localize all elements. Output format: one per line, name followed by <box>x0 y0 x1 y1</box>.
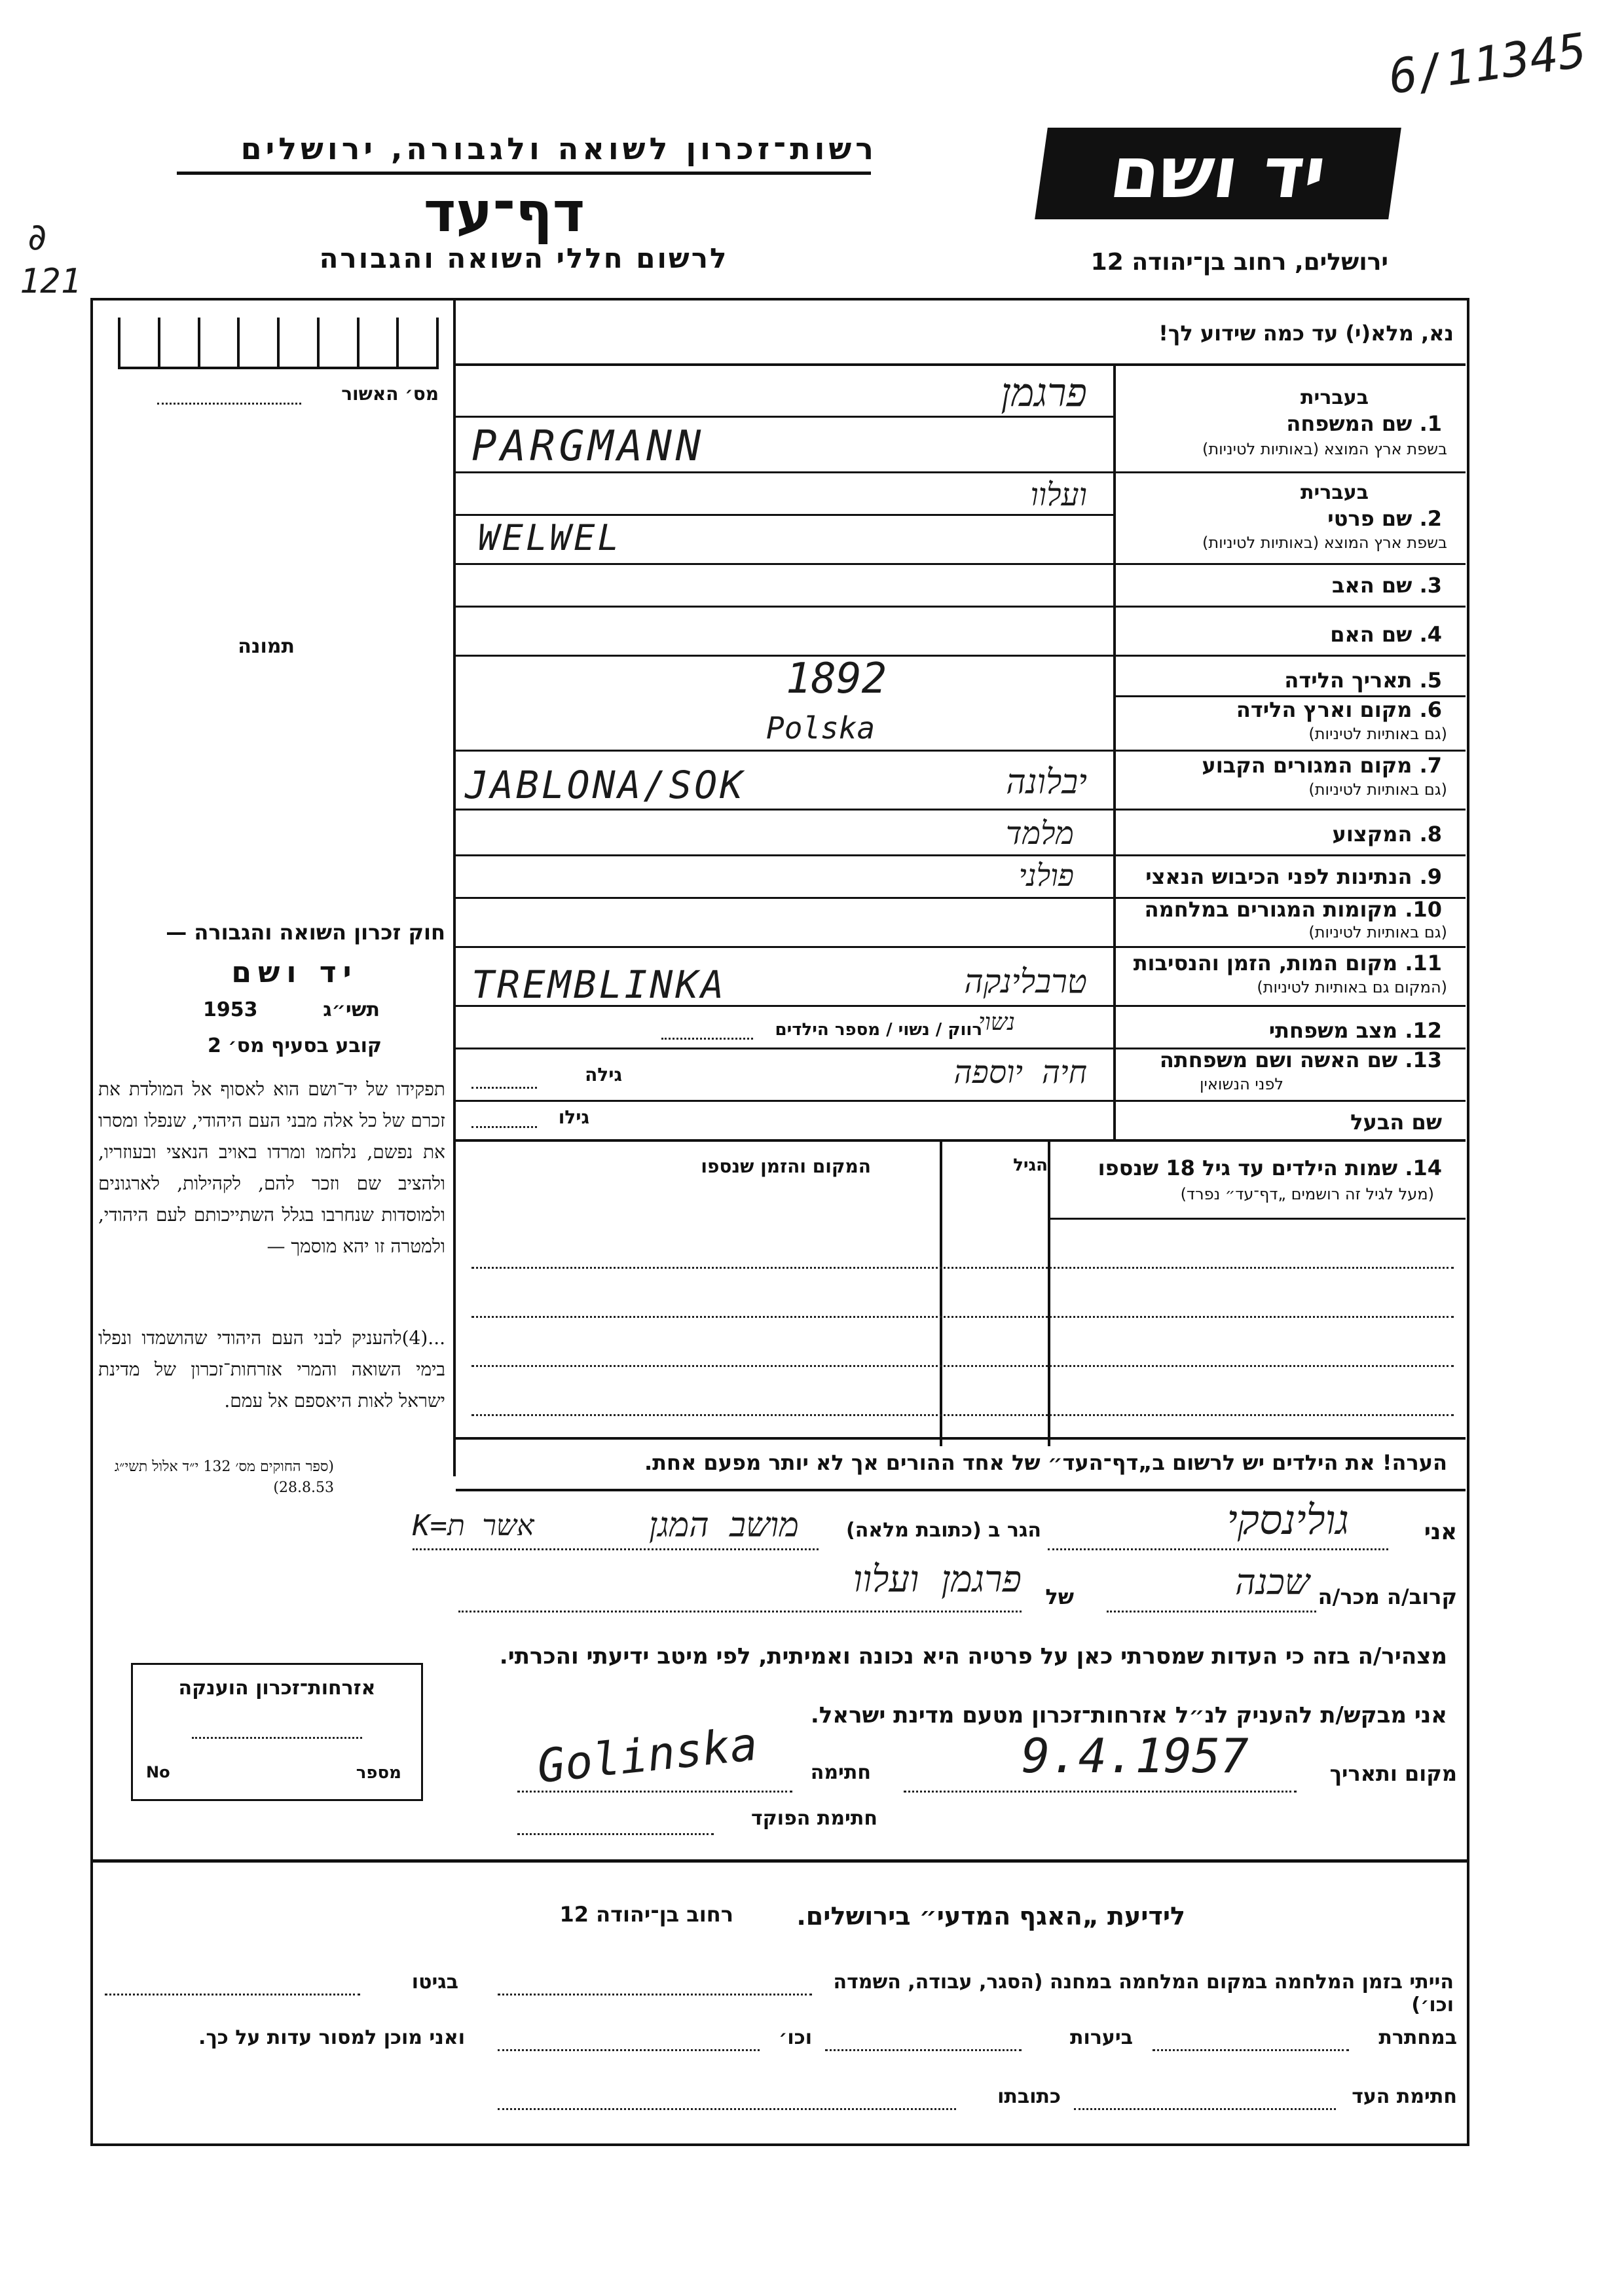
field-7-lat-value: JABLONA/SOK <box>465 763 746 807</box>
child-row-1 <box>471 1267 1454 1269</box>
footer-hideout-line <box>1153 2049 1349 2051</box>
left-col-divider <box>453 298 456 1476</box>
footer-etc-label: וכו׳ <box>779 2026 812 2049</box>
citizenship-no-abbr: No <box>146 1763 170 1781</box>
field-10-number: 10. <box>1405 897 1442 922</box>
declarant-relation: שכנה <box>1235 1561 1310 1603</box>
authority-underline <box>177 172 871 175</box>
approval-number-line <box>157 403 301 405</box>
field-13-label <box>1160 1048 1442 1072</box>
citizenship-title: אזרחות־זכרון הוענקה <box>178 1677 376 1700</box>
footer-ready-label: ואני מוכן למסור עדות על כך. <box>198 2026 465 2049</box>
children-col-divider-2 <box>940 1142 942 1446</box>
field-13-text: שם האשה ושם משפחתה <box>1159 1048 1398 1072</box>
field-9-value: פולני <box>1018 858 1074 893</box>
field-12-text: מצב משפחתי <box>1268 1018 1398 1043</box>
officer-line <box>517 1833 714 1835</box>
footer-forests-line <box>825 2049 1022 2051</box>
margin-note-1: ∂ <box>26 216 48 259</box>
declarant-of-line <box>458 1611 1022 1613</box>
field-3-label <box>1332 573 1442 598</box>
field-9-label <box>1145 864 1442 889</box>
children-sub: (מעל לגיל זה רושמים „דף־עד״ נפרד) <box>1180 1185 1434 1203</box>
declarant-declaration: מצהיר/ה בזה כי העדות שמסרתי כאן על פרטיה היא נכונה ואמיתית, לפי מיטב ידיעתי והכרתי. <box>499 1643 1447 1669</box>
footer-witness-sig-label: חתימת העד <box>1352 2085 1457 2108</box>
field-11-text: מקום המות, הזמן והנסיבות <box>1133 951 1398 975</box>
field-13-number: 13. <box>1405 1048 1442 1072</box>
footer-title: לידיעת „האגף המדעי״ בירושלים. <box>796 1902 1185 1931</box>
field-13-age-label: גילה <box>585 1064 622 1085</box>
row-rule-8 <box>456 854 1466 856</box>
field-7-text: מקום המגורים הקבוע <box>1202 753 1412 778</box>
field-5-label <box>1284 668 1442 693</box>
field-11-heb-value: טרבלינקה <box>964 962 1087 1000</box>
field-12-label <box>1269 1018 1442 1043</box>
place-date-label: מקום ותאריך <box>1329 1761 1457 1786</box>
children-col-place: המקום והזמן שנספו <box>701 1156 871 1177</box>
children-text: שמות הילדים עד גיל 18 שנספו <box>1098 1156 1398 1180</box>
child-row-4 <box>471 1414 1454 1416</box>
row-rule-1b <box>456 471 1113 473</box>
citizenship-box <box>131 1663 423 1801</box>
field-6-sub: (גם באותיות לטיניות) <box>1308 725 1447 743</box>
declarant-name-line <box>1048 1548 1388 1550</box>
field-1-number: 1. <box>1419 411 1442 436</box>
field-10-text: מקומות המגורים במלחמה <box>1144 897 1398 922</box>
declarant-address-line <box>413 1548 819 1550</box>
stamp-number: 6/11345 <box>1385 22 1590 105</box>
field-12-number: 12. <box>1405 1018 1442 1043</box>
row-rule-13 <box>456 1100 1466 1102</box>
children-col-age: הגיל <box>1013 1156 1048 1175</box>
field-1-label <box>1286 411 1442 436</box>
law-year: 1953 <box>203 998 258 1021</box>
intro-text: נא, מלא(י) עד כמה שידוע לך! <box>1158 321 1454 346</box>
field-3-text: שם האב <box>1331 573 1412 598</box>
margin-note-2: 121 <box>20 262 81 301</box>
row-rule-3 <box>456 606 1466 608</box>
field-8-number: 8. <box>1419 822 1442 847</box>
field-1-lat-value: PARGMANN <box>471 422 705 471</box>
place-date-line <box>904 1791 1297 1793</box>
field-1-heb-value: פרגמן <box>1001 370 1087 416</box>
field-4-text: שם האם <box>1330 622 1412 647</box>
footer-ghetto-label: בגיטו <box>411 1971 458 1994</box>
husband-label: שם הבעל <box>1350 1110 1442 1135</box>
row-divider-2 <box>1116 563 1466 565</box>
row-rule-10 <box>456 946 1466 948</box>
declarant-of-label: של <box>1045 1584 1074 1609</box>
row-rule-2b <box>456 563 1113 565</box>
field-13-sub: לפני הנשואין <box>1199 1075 1283 1093</box>
field-4-label <box>1330 622 1442 647</box>
field-13-value: חיה יוספה <box>953 1054 1087 1091</box>
signature-value: Golinska <box>534 1717 760 1794</box>
citizenship-number-label: מספר <box>356 1763 401 1783</box>
footer-hideout-label: במחתרת <box>1378 2026 1457 2049</box>
law-title: חוק זכרון השואה והגבורה — <box>166 920 445 945</box>
children-number: 14. <box>1405 1156 1442 1180</box>
declarant-address: מושב המגן <box>648 1506 799 1545</box>
husband-age-line <box>471 1126 537 1128</box>
field-6-value: Polska <box>766 710 876 746</box>
form-subtitle: לרשום חללי השואה והגבורה <box>319 242 729 274</box>
field-2-label <box>1327 506 1442 531</box>
law-year-heb: תשי״ג <box>323 998 380 1021</box>
field-10-label <box>1145 897 1442 922</box>
barcode-box <box>118 318 439 369</box>
children-col-divider-1 <box>1048 1142 1050 1446</box>
footer-address-line <box>498 2108 956 2110</box>
law-text: תפקידו של יד־ושם הוא לאסוף אל המולדת את זכרם של כל אלה מבני העם היהודי, שנפלו ומסרו את נפשם, נלחמו ומרדו באויב הנאצי ובעוזריו, ולהציב שם וזכר להם, לקהילות, לארגונים ולמוסדות שנחרבו בגלל השתייכותם לעם היהודי, ולמטרה זו יהא מוסמך — <box>98 1078 445 1257</box>
field-9-number: 9. <box>1419 864 1442 889</box>
declarant-relation-label: קרוב/ה מכר/ה <box>1318 1584 1457 1609</box>
field-13-age-line <box>471 1087 537 1089</box>
field-4-number: 4. <box>1419 622 1442 647</box>
children-header-rule <box>1050 1218 1466 1220</box>
child-row-2 <box>471 1316 1454 1318</box>
declarant-lives-label: הגר ב (כתובת מלאה) <box>845 1519 1041 1542</box>
declarant-relation-line <box>1107 1611 1316 1613</box>
citizenship-line <box>192 1737 362 1739</box>
footer-address: רחוב בן־יהודה 12 <box>559 1902 733 1927</box>
law-section: קובע בסעיף מס׳ 2 <box>207 1034 382 1057</box>
field-5-value: 1892 <box>786 655 887 703</box>
row-divider-1 <box>1116 471 1466 473</box>
row-rule-1a <box>456 416 1113 418</box>
field-11-label <box>1134 951 1442 975</box>
note-text: הערה! את הילדים יש לרשום ב„דף־העד״ של אחד ההורים אך לא יותר מפעם אחת. <box>644 1450 1447 1475</box>
footer-line-1: הייתי בזמן המלחמה במקום המלחמה במחנה (הסגר, עבודה, השמדה וכו׳) <box>833 1971 1454 2016</box>
field-11-number: 11. <box>1405 951 1442 975</box>
field-9-text: הנתינות לפני הכיבוש הנאצי <box>1145 864 1412 889</box>
form-title: דף־עד <box>423 180 585 244</box>
field-12-value: נשוי <box>978 1009 1015 1036</box>
footer-address-label: כתובתו <box>997 2085 1061 2108</box>
intro-rule <box>453 363 1466 366</box>
footer-camp-line <box>498 1994 812 1995</box>
field-2-text: שם פרטי <box>1327 506 1412 531</box>
field-5-text: תאריך הלידה <box>1284 668 1412 693</box>
field-2-heb-value: ועלוו <box>1030 477 1087 513</box>
field-1-sub: בשפת ארץ המוצא (באותיות לטיניות) <box>1202 440 1447 458</box>
field-6-text: מקום וארץ הלידה <box>1236 697 1412 722</box>
row-rule-2a <box>456 514 1113 516</box>
law-text-2: ...(4)להעניק לבני העם היהודי שהושמדו ונפלו בימי השואה והמרי אזרחות־זכרון של מדינת ישראל לאות היאספם אל עמם. <box>98 1327 445 1412</box>
field-8-value: מלמד <box>1005 815 1074 852</box>
field-12-children-line <box>661 1038 753 1040</box>
field-3-number: 3. <box>1419 573 1442 598</box>
field-1-text: שם המשפחה <box>1286 411 1412 436</box>
field-1-heb-tag: בעברית <box>1301 386 1369 409</box>
field-2-sub: בשפת ארץ המוצא (באותיות לטיניות) <box>1202 534 1447 552</box>
signature-line <box>517 1791 792 1793</box>
approval-number-label: מס׳ האשור <box>341 383 439 405</box>
declarant-i-label: אני <box>1424 1519 1457 1545</box>
declarant-request: אני מבקש/ת להעניק לנ״ל אזרחות־זכרון מטעם מדינת ישראל. <box>810 1702 1447 1728</box>
footer-etc-line <box>498 2049 760 2051</box>
declarant-name: גולינסקי <box>1227 1496 1349 1544</box>
field-10-sub: (גם באותיות לטיניות) <box>1308 923 1447 941</box>
child-row-3 <box>471 1365 1454 1367</box>
field-2-heb-tag: בעברית <box>1301 481 1369 504</box>
law-reference: (ספר החוקים מס׳ 132 י״ד אלול תשי״ג 28.8.53) <box>114 1459 334 1496</box>
field-2-number: 2. <box>1419 506 1442 531</box>
footer-witness-sig-line <box>1074 2108 1336 2110</box>
photo-label: תמונה <box>238 635 295 658</box>
authority-title: רשות־זכרון לשואה ולגבורה, ירושלים <box>240 131 877 166</box>
field-11-lat-value: TREMBLINKA <box>471 962 727 1007</box>
law-name: יד ושם <box>231 956 358 989</box>
footer-forests-label: ביערות <box>1070 2026 1133 2049</box>
field-7-number: 7. <box>1419 753 1442 778</box>
declarant-of-value: פרגמן ועלוו <box>853 1558 1022 1601</box>
field-11-sub: (המקום גם באותיות לטיניות) <box>1257 978 1447 996</box>
field-5-number: 5. <box>1419 668 1442 693</box>
row-rule-14 <box>456 1139 1466 1142</box>
field-2-lat-value: WELWEL <box>478 517 622 558</box>
footer-ghetto-line <box>105 1994 360 1995</box>
footer-rule <box>90 1859 1467 1863</box>
field-8-label <box>1333 822 1442 847</box>
declarant-address-extra: K=אשר ת <box>413 1509 534 1542</box>
field-7-label <box>1202 753 1442 778</box>
field-7-heb-value: יבלונה <box>1006 763 1087 802</box>
husband-age-label: גילו <box>558 1106 589 1128</box>
row-rule-7 <box>456 809 1466 811</box>
header-address: ירושלים, רחוב בן־יהודה 12 <box>1090 249 1388 276</box>
row-rule-4 <box>456 655 1466 657</box>
place-date-value: 9.4.1957 <box>1022 1728 1249 1783</box>
signature-label: חתימה <box>810 1761 871 1784</box>
field-8-text: המקצוע <box>1332 822 1412 847</box>
logo-text: יד ושם <box>1105 132 1331 214</box>
yad-vashem-logo <box>1035 128 1401 219</box>
field-6-label <box>1236 697 1442 722</box>
officer-label: חתימת הפוקד <box>751 1807 877 1830</box>
children-label <box>1098 1156 1442 1180</box>
field-12-inline: רווק / נשוי / מספר הילדים <box>775 1020 982 1040</box>
row-rule-6 <box>456 750 1466 752</box>
field-6-number: 6. <box>1419 697 1442 722</box>
field-7-sub: (גם באותיות לטיניות) <box>1308 780 1447 799</box>
